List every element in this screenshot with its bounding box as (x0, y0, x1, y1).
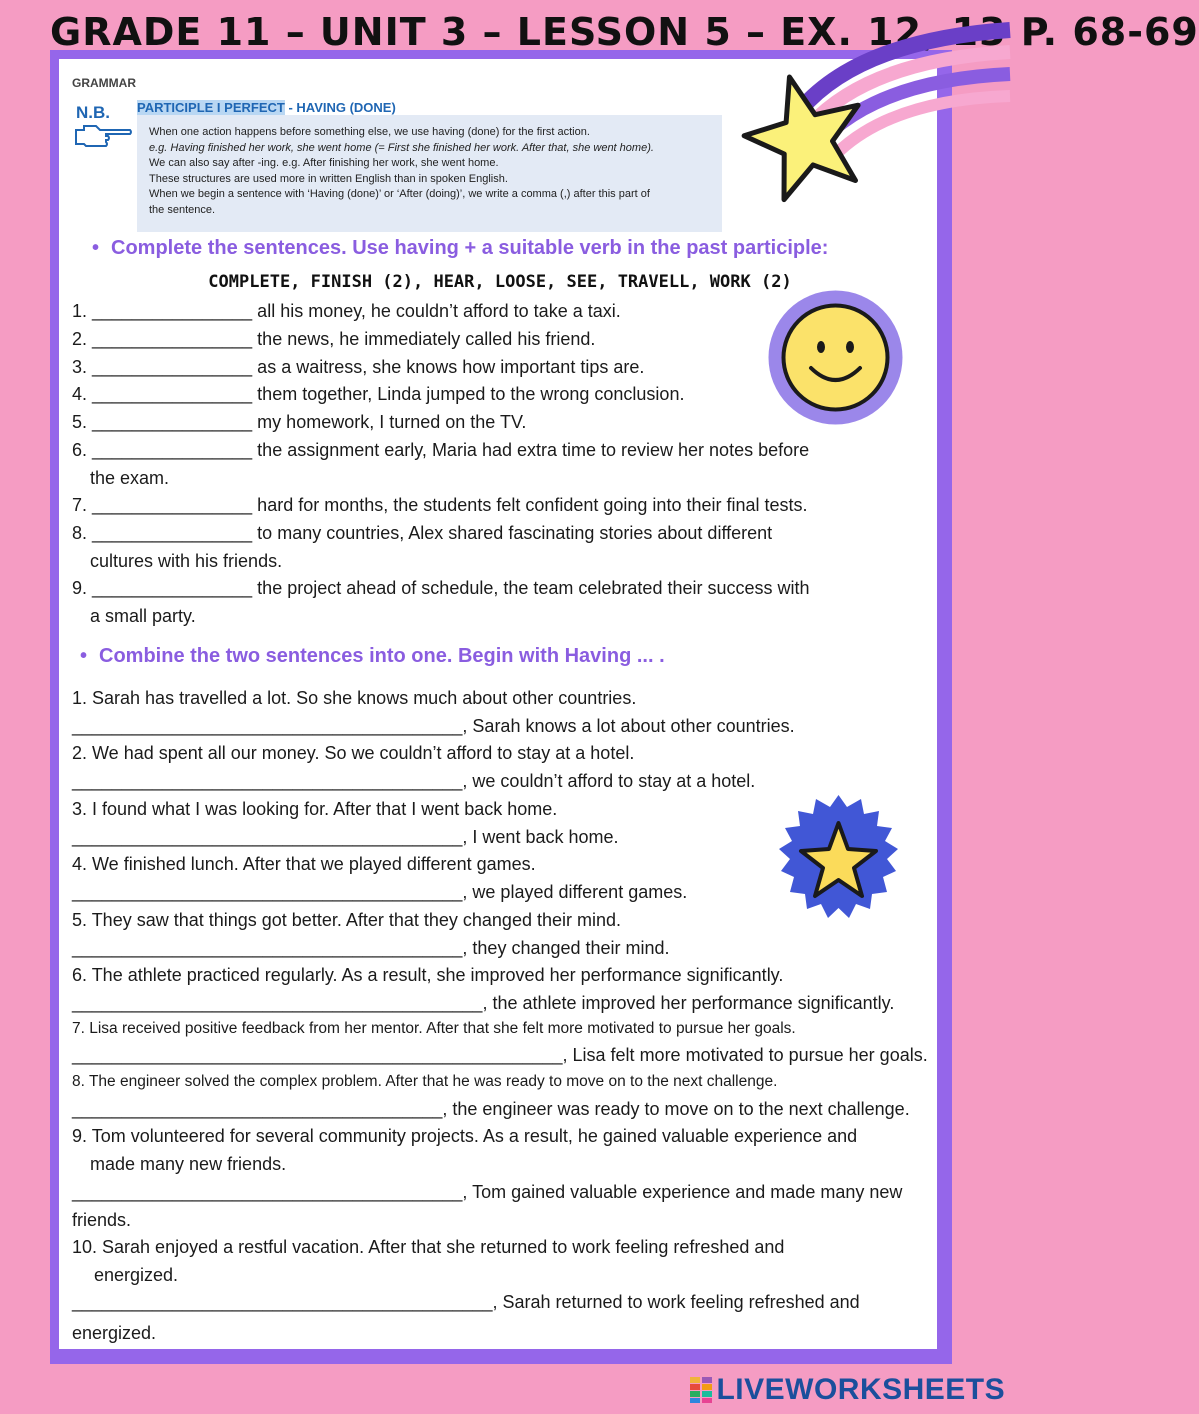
pointing-hand-icon (74, 122, 134, 150)
exercise2-sentence: 9. Tom volunteered for several community projects. As a result, he gained valuable experience and (72, 1126, 858, 1146)
exercise2-answer-line[interactable]: _________________________________________, the athlete improved her performance significantly. (72, 993, 895, 1013)
exercise2-answer-line[interactable]: _____________________________________, the engineer was ready to move on to the next challenge. (72, 1099, 910, 1119)
shooting-star-icon (740, 0, 1000, 200)
grammar-line: These structures are used more in written English than in spoken English. (149, 172, 508, 185)
grammar-line: When one action happens before something else, we use having (done) for the first action. (149, 126, 590, 138)
exercise2-answer-line[interactable]: _______________________________________, Tom gained valuable experience and made many new (72, 1182, 903, 1202)
exercise1-line[interactable]: 2. ________________ the news, he immediately called his friend. (72, 329, 596, 349)
verb-list: COMPLETE, FINISH (2), HEAR, LOOSE, SEE, TRAVELL, WORK (2) (208, 272, 792, 292)
exercise2-answer-line[interactable]: _______________________________________, we couldn’t afford to stay at a hotel. (72, 771, 756, 791)
exercise2-answer-line[interactable]: _______________________________________, they changed their mind. (72, 938, 670, 958)
page-title: GRADE 11 – UNIT 3 – LESSON 5 – EX. 12, 13 P. 68-69 (50, 10, 1199, 54)
smiley-face-icon (768, 290, 903, 425)
exercise1-line-cont: the exam. (90, 468, 170, 488)
exercise2-sentence-cont: made many new friends. (90, 1154, 287, 1174)
exercise2-sentence: 2. We had spent all our money. So we couldn’t afford to stay at a hotel. (72, 743, 635, 763)
exercise1-line-cont: a small party. (90, 606, 196, 626)
nb-label: N.B. (76, 103, 110, 122)
exercise2-sentence: 10. Sarah enjoyed a restful vacation. After that she returned to work feeling refreshed and (72, 1237, 785, 1257)
exercise2-answer-cont: energized. (72, 1323, 157, 1343)
exercise1-line[interactable]: 6. ________________ the assignment early, Maria had extra time to review her notes before (72, 440, 810, 460)
grammar-heading-rest: - HAVING (DONE) (284, 100, 396, 115)
exercise2-sentence: 6. The athlete practiced regularly. As a result, she improved her performance significantly. (72, 965, 784, 985)
grammar-line: the sentence. (149, 203, 216, 216)
exercise2-sentence: 1. Sarah has travelled a lot. So she knows much about other countries. (72, 688, 637, 708)
exercise1-line[interactable]: 5. ________________ my homework, I turned on the TV. (72, 412, 527, 432)
exercise1-line[interactable]: 4. ________________ them together, Linda jumped to the wrong conclusion. (72, 384, 685, 404)
grammar-box (137, 115, 722, 232)
exercise1-line[interactable]: 1. ________________ all his money, he couldn’t afford to take a taxi. (72, 301, 621, 321)
exercise2-sentence: 7. Lisa received positive feedback from her mentor. After that she felt more motivated to pursue her goals. (72, 1020, 796, 1037)
grammar-label: GRAMMAR (72, 76, 136, 90)
grammar-line: We can also say after -ing. e.g. After finishing her work, she went home. (149, 157, 499, 170)
exercise2-sentence: 3. I found what I was looking for. After that I went back home. (72, 799, 558, 819)
exercise1-line[interactable]: 9. ________________ the project ahead of schedule, the team celebrated their success with (72, 578, 810, 598)
exercise2-answer-line[interactable]: _________________________________________________, Lisa felt more motivated to pursue her goals. (72, 1045, 928, 1065)
star-badge-icon (766, 793, 911, 938)
exercise2-answer-line[interactable]: __________________________________________, Sarah returned to work feeling refreshed and (72, 1292, 860, 1312)
exercise2-answer-line[interactable]: _______________________________________, we played different games. (72, 882, 688, 902)
exercise2-answer-cont: friends. (72, 1210, 132, 1230)
exercise2-answer-line[interactable]: _______________________________________, I went back home. (72, 827, 619, 847)
exercise1-instruction: • Complete the sentences. Use having + a suitable verb in the past participle: (92, 237, 828, 260)
exercise2-answer-line[interactable]: _______________________________________, Sarah knows a lot about other countries. (72, 716, 795, 736)
liveworksheets-brand (690, 1373, 1005, 1407)
grammar-line: e.g. Having finished her work, she went home (= First she finished her work. After that, she went home). (149, 141, 654, 154)
exercise2-sentence: 4. We finished lunch. After that we played different games. (72, 854, 536, 874)
exercise2-sentence-cont: energized. (94, 1265, 179, 1285)
exercise1-line-cont: cultures with his friends. (90, 551, 283, 571)
exercise1-line[interactable]: 7. ________________ hard for months, the students felt confident going into their final tests. (72, 495, 808, 515)
exercise2-instruction: • Combine the two sentences into one. Begin with Having ... . (80, 645, 665, 668)
grammar-heading (137, 100, 396, 115)
exercise1-line[interactable]: 3. ________________ as a waitress, she knows how important tips are. (72, 357, 645, 377)
exercise1-line[interactable]: 8. ________________ to many countries, Alex shared fascinating stories about different (72, 523, 773, 543)
exercise2-sentence: 8. The engineer solved the complex problem. After that he was ready to move on to the next challenge. (72, 1073, 778, 1090)
exercise2-sentence: 5. They saw that things got better. After that they changed their mind. (72, 910, 621, 930)
liveworksheets-logo-icon (690, 1377, 712, 1403)
grammar-heading-highlight: PARTICIPLE I PERFECT (137, 100, 285, 115)
brand-name: LIVEWORKSHEETS (716, 1373, 1006, 1406)
grammar-line: When we begin a sentence with ‘Having (done)’ or ‘After (doing)’, we write a comma (,) after this part of (149, 188, 650, 201)
